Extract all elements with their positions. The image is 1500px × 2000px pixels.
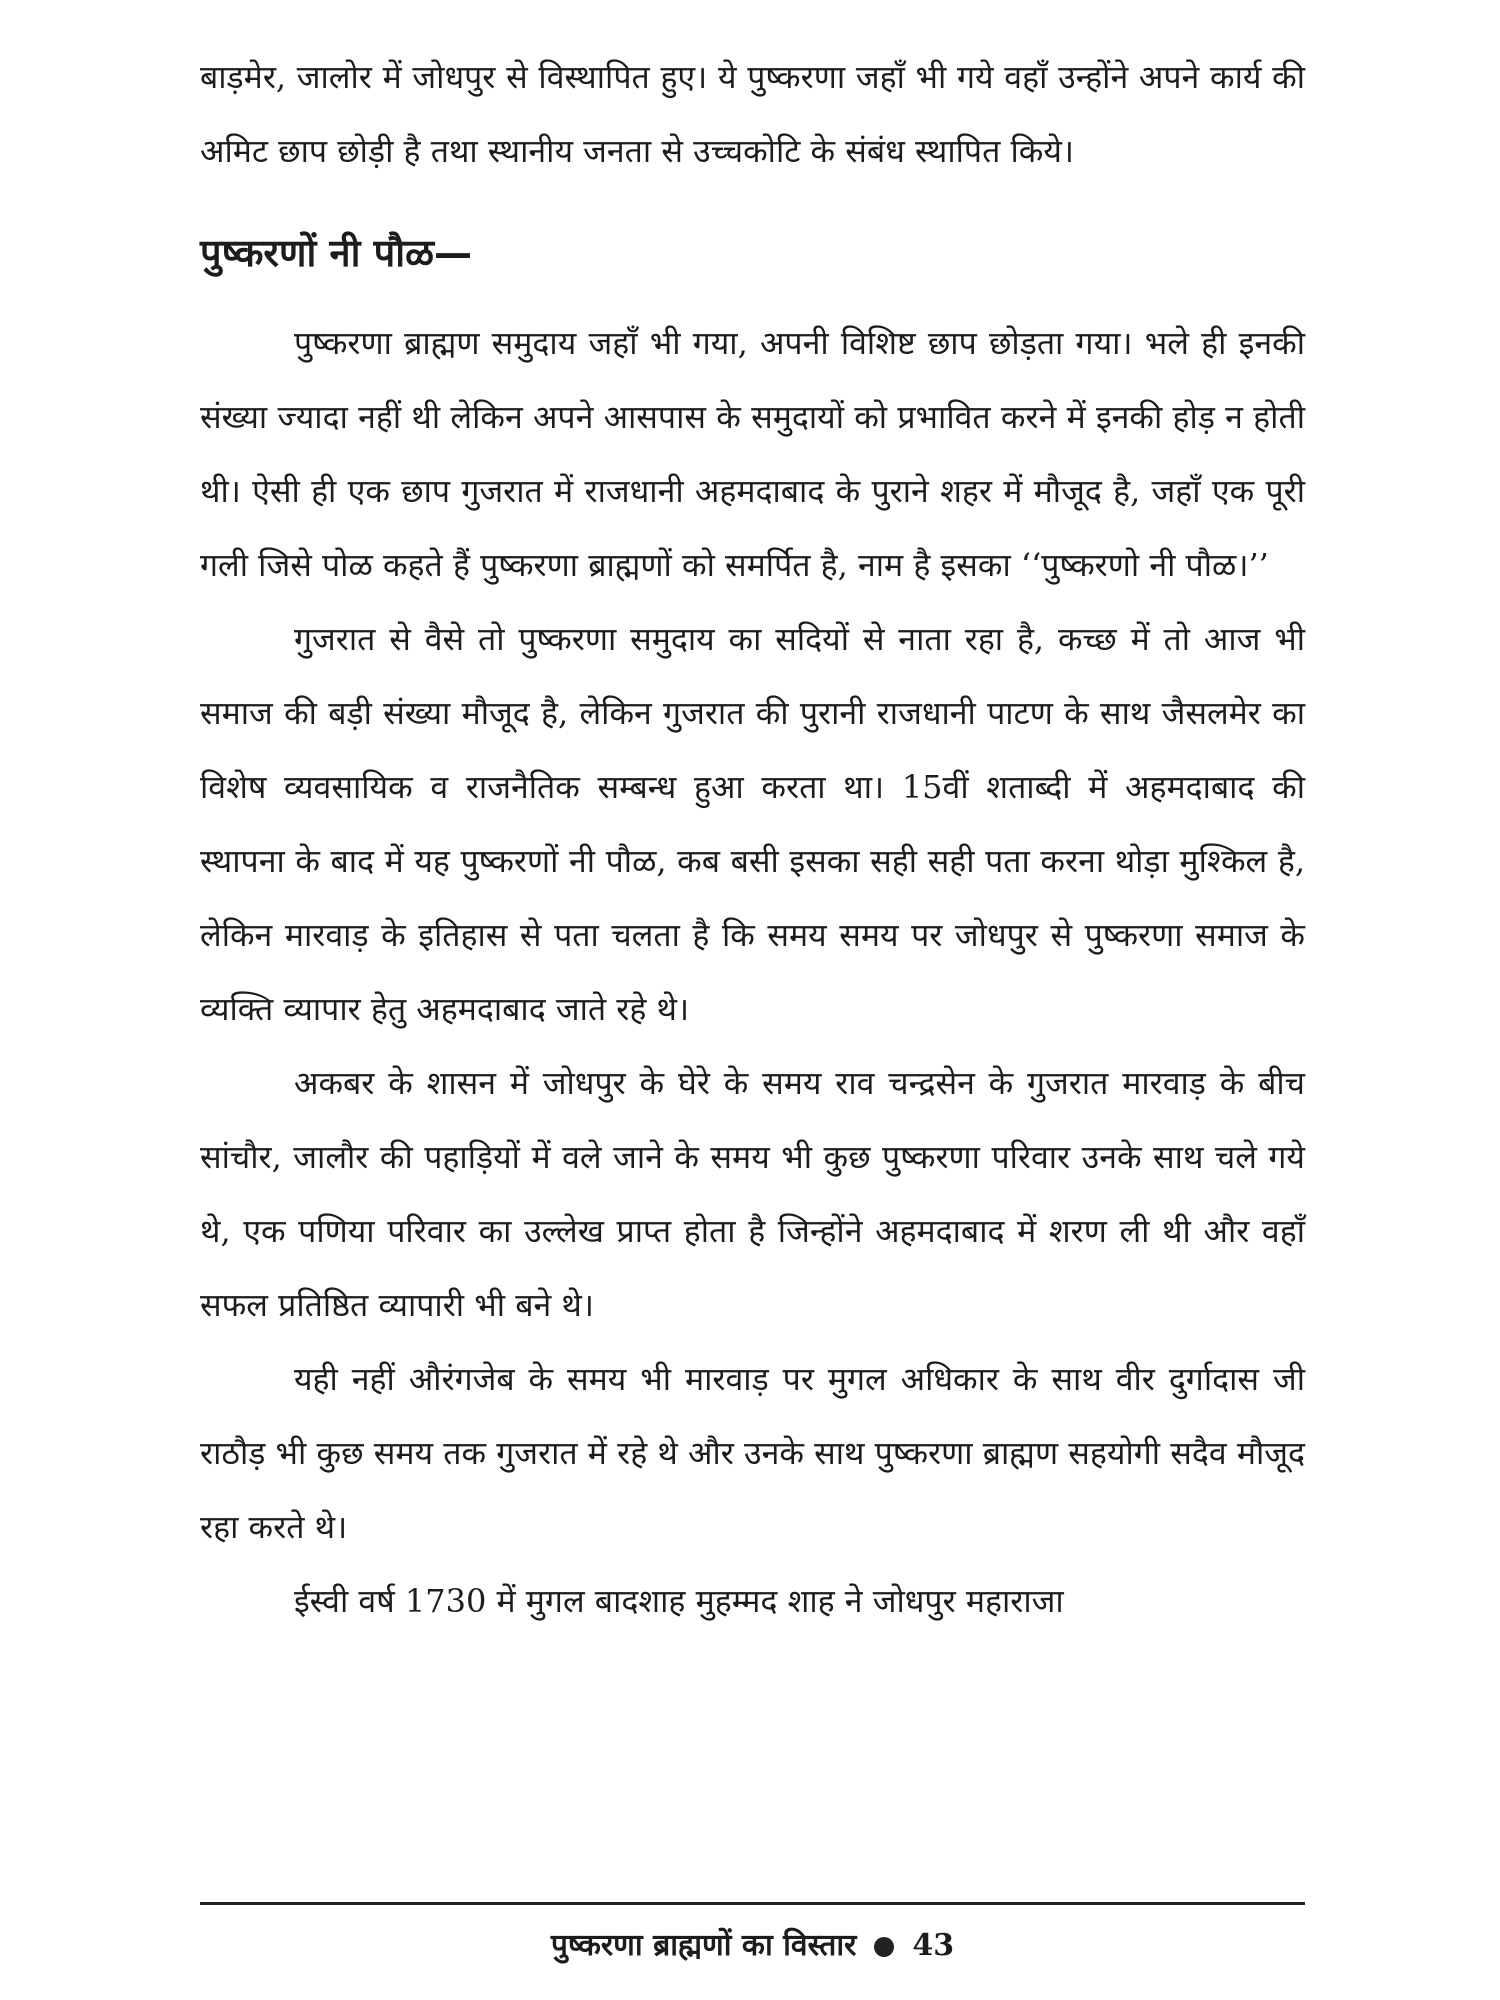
footer-title: पुष्करणा ब्राह्मणों का विस्तार [550, 1928, 857, 1963]
section-heading: पुष्करणों नी पौळ— [200, 231, 472, 275]
paragraph-4: यही नहीं औरंगजेब के समय भी मारवाड़ पर मुगल अधिकार के साथ वीर दुर्गादास जी राठौड़ भी कुछ समय तक गुजरात में रहे थे और उनके साथ पुष्करणा ब्राह्मण सहयोगी सदैव मौजूद रहा करते थे। [200, 1360, 1305, 1546]
page-footer [200, 1922, 1305, 1970]
paragraph-2: गुजरात से वैसे तो पुष्करणा समुदाय का सदियों से नाता रहा है, कच्छ में तो आज भी समाज की बड़ी संख्या मौजूद है, लेकिन गुजरात की पुरानी राजधानी पाटण के साथ जैसलमेर का विशेष व्यवसायिक व राजनैतिक सम्बन्ध हुआ करता था। 15वीं शताब्दी में अहमदाबाद की स्थापना के बाद में यह पुष्करणों नी पौळ, कब बसी इसका सही सही पता करना थोड़ा मुश्किल है, लेकिन मारवाड़ के इतिहास से पता चलता है कि समय समय पर जोधपुर से पुष्करणा समाज के व्यक्ति व्यापार हेतु अहमदाबाद जाते रहे थे। [200, 620, 1305, 1028]
intro-paragraph: बाड़मेर, जालोर में जोधपुर से विस्थापित हुए। ये पुष्करणा जहाँ भी गये वहाँ उन्होंने अपने कार्य की अमिट छाप छोड़ी है तथा स्थानीय जनता से उच्चकोटि के संबंध स्थापित किये। [200, 58, 1305, 170]
page-number: 43 [912, 1928, 955, 1963]
page-content [200, 40, 1305, 1638]
paragraph-3: अकबर के शासन में जोधपुर के घेरे के समय राव चन्द्रसेन के गुजरात मारवाड़ के बीच सांचौर, जालौर की पहाड़ियों में वले जाने के समय भी कुछ पुष्करणा परिवार उनके साथ चले गये थे, एक पणिया परिवार का उल्लेख प्राप्त होता है जिन्होंने अहमदाबाद में शरण ली थी और वहाँ सफल प्रतिष्ठित व्यापारी भी बने थे। [200, 1064, 1305, 1324]
body-text [200, 40, 1305, 1638]
footer-divider [200, 1902, 1305, 1905]
paragraph-5: ईस्वी वर्ष 1730 में मुगल बादशाह मुहम्मद शाह ने जोधपुर महाराजा [294, 1582, 1064, 1620]
bullet-icon [874, 1937, 894, 1957]
paragraph-1: पुष्करणा ब्राह्मण समुदाय जहाँ भी गया, अपनी विशिष्ट छाप छोड़ता गया। भले ही इनकी संख्या ज्यादा नहीं थी लेकिन अपने आसपास के समुदायों को प्रभावित करने में इनकी होड़ न होती थी। ऐसी ही एक छाप गुजरात में राजधानी अहमदाबाद के पुराने शहर में मौजूद है, जहाँ एक पूरी गली जिसे पोळ कहते हैं पुष्करणा ब्राह्मणों को समर्पित है, नाम है इसका ‘‘पुष्करणो नी पौळ।’’ [200, 324, 1305, 584]
